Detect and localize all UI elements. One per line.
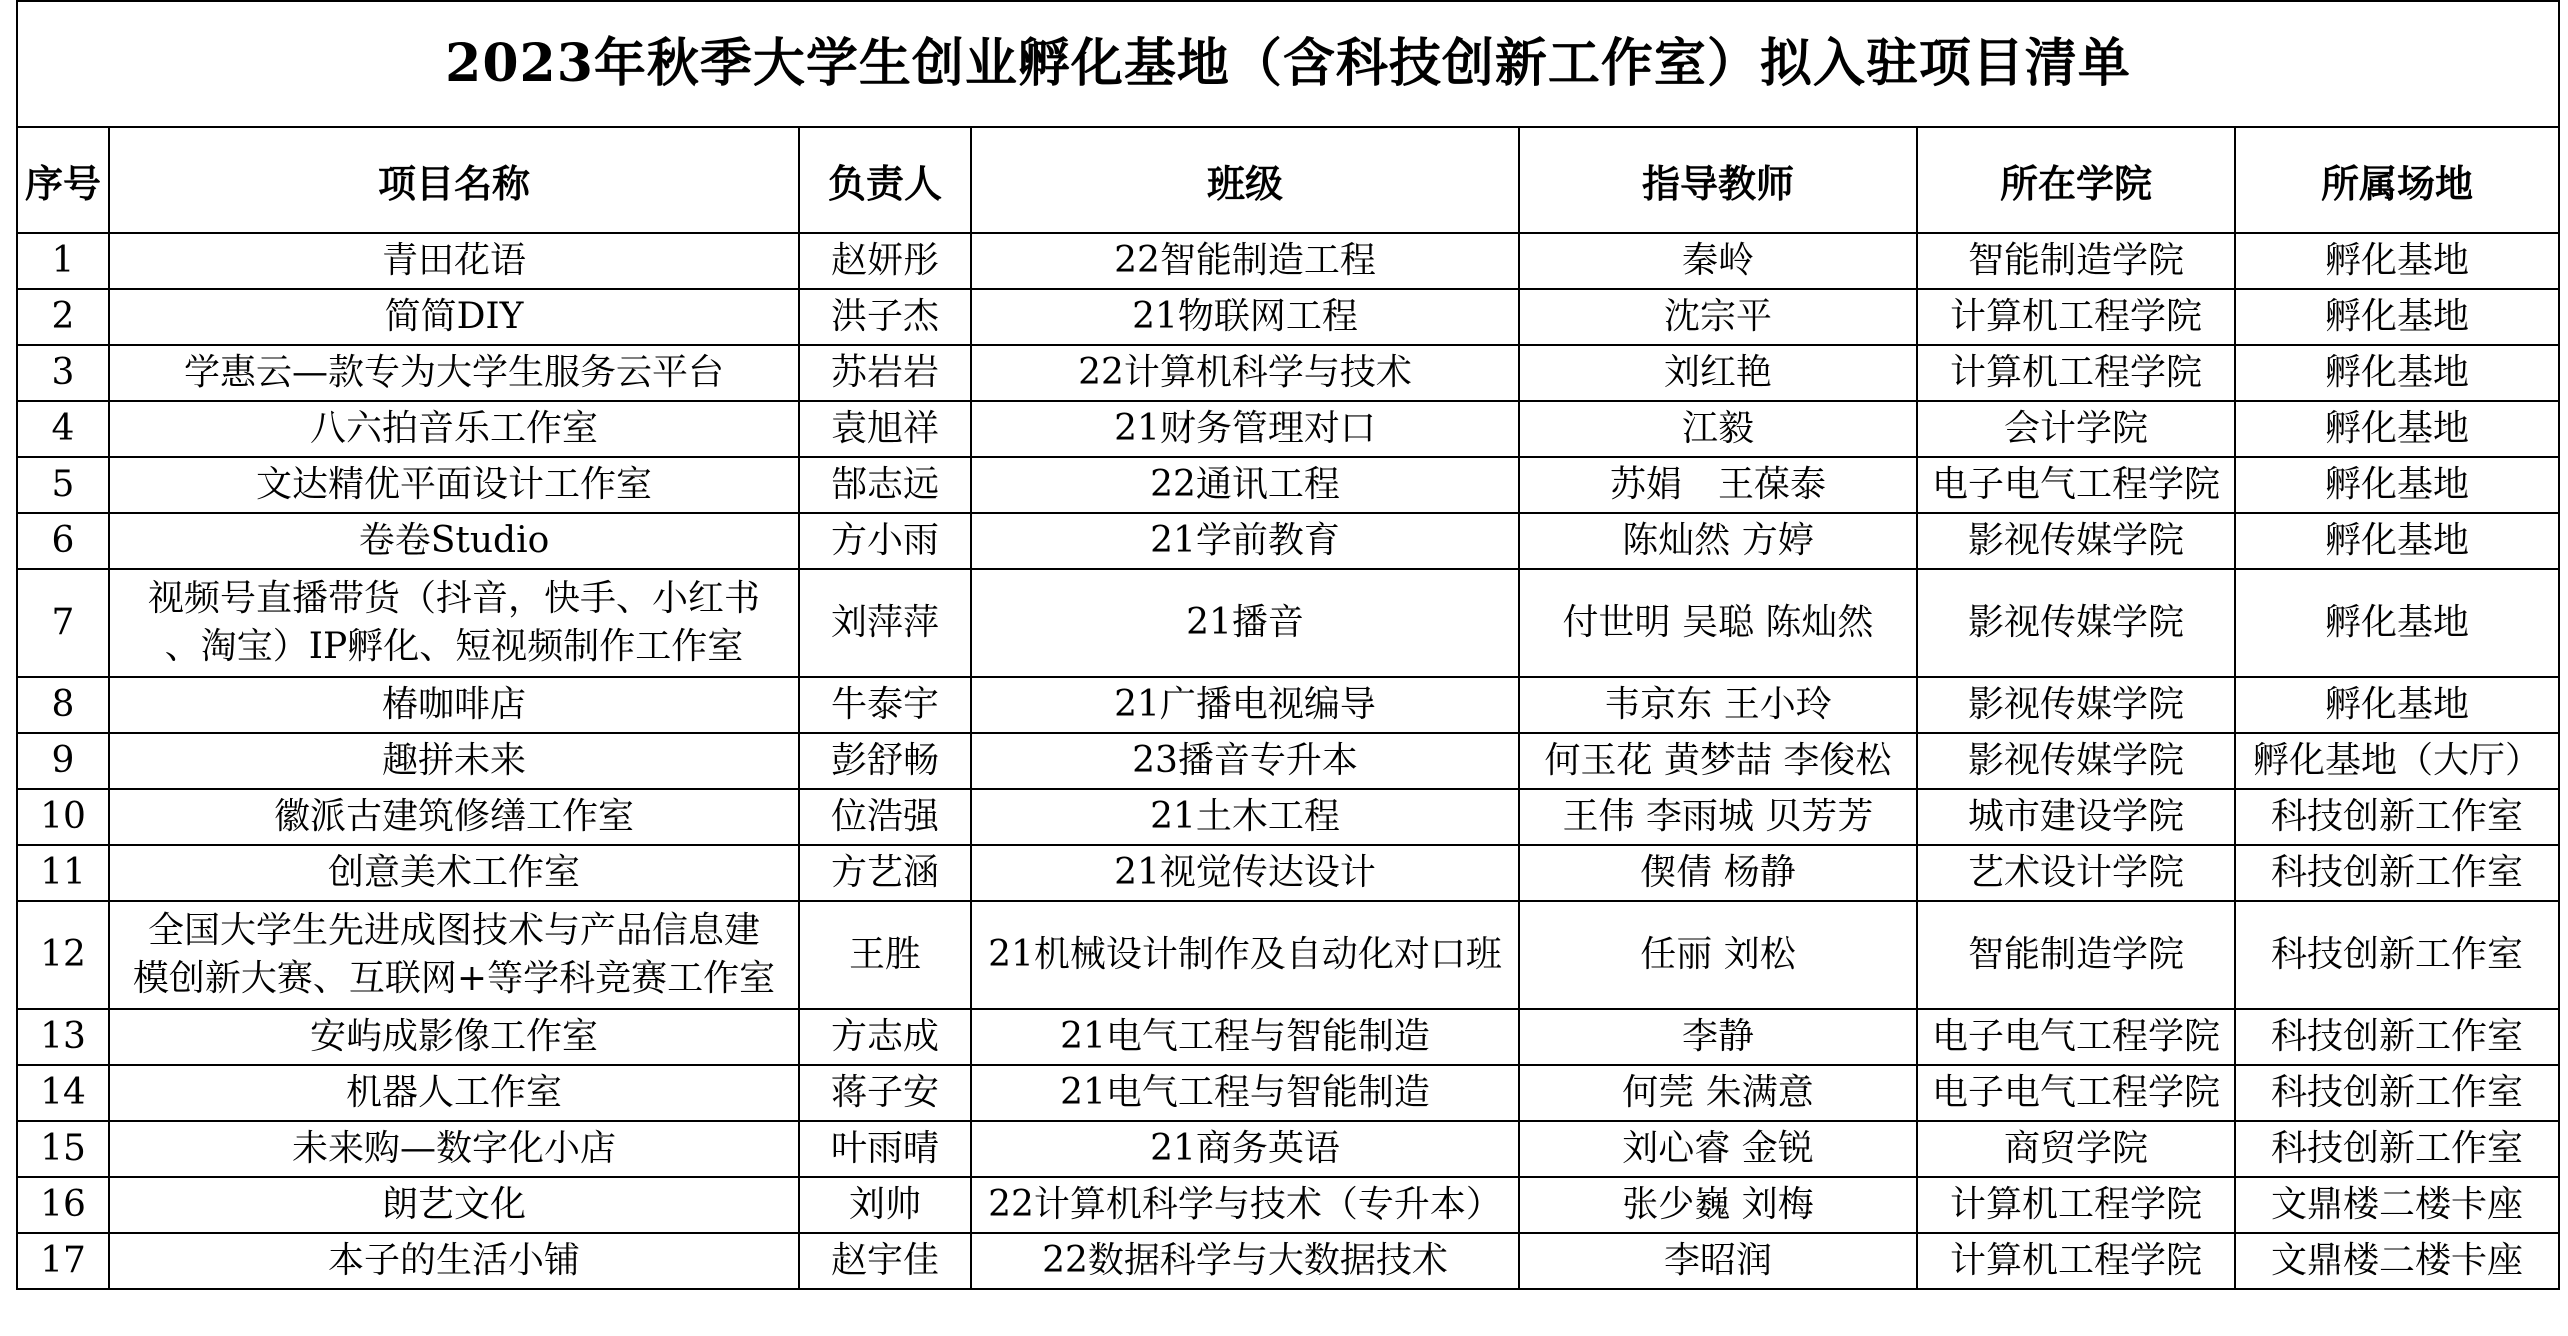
cell-site: 科技创新工作室 [2235,1121,2559,1177]
cell-college: 艺术设计学院 [1917,845,2235,901]
cell-site: 孵化基地 [2235,569,2559,677]
cell-leader: 赵宇佳 [799,1233,971,1289]
cell-class: 21广播电视编导 [971,677,1519,733]
table-row [17,289,2559,345]
cell-project-name: 青田花语 [109,233,799,289]
project-list-sheet [16,0,2558,1290]
cell-site: 文鼎楼二楼卡座 [2235,1233,2559,1289]
cell-site: 孵化基地 [2235,513,2559,569]
table-row [17,1177,2559,1233]
cell-no: 16 [17,1177,109,1233]
cell-advisor: 李昭润 [1519,1233,1917,1289]
cell-project-name [109,901,799,1009]
cell-advisor: 任丽 刘松 [1519,901,1917,1009]
cell-project-name: 文达精优平面设计工作室 [109,457,799,513]
table-row [17,401,2559,457]
cell-project-name: 椿咖啡店 [109,677,799,733]
cell-no: 3 [17,345,109,401]
table-row [17,1121,2559,1177]
cell-no: 17 [17,1233,109,1289]
cell-project-name [109,569,799,677]
cell-leader: 位浩强 [799,789,971,845]
cell-class: 22通讯工程 [971,457,1519,513]
cell-advisor: 付世明 吴聪 陈灿然 [1519,569,1917,677]
sheet-title: 2023年秋季大学生创业孵化基地（含科技创新工作室）拟入驻项目清单 [17,1,2559,127]
table-row [17,901,2559,1009]
header-college: 所在学院 [1917,127,2235,233]
cell-project-name: 简简DIY [109,289,799,345]
cell-leader: 赵妍彤 [799,233,971,289]
cell-leader: 郜志远 [799,457,971,513]
cell-site: 科技创新工作室 [2235,1065,2559,1121]
cell-college: 商贸学院 [1917,1121,2235,1177]
cell-advisor: 江毅 [1519,401,1917,457]
cell-leader: 彭舒畅 [799,733,971,789]
project-name-line-1: 视频号直播带货（抖音，快手、小红书 [147,578,760,619]
cell-class: 22数据科学与大数据技术 [971,1233,1519,1289]
cell-site: 孵化基地 [2235,345,2559,401]
cell-site: 孵化基地 [2235,401,2559,457]
table-row [17,845,2559,901]
table-row [17,569,2559,677]
table-row [17,1233,2559,1289]
cell-no: 11 [17,845,109,901]
cell-advisor: 张少巍 刘梅 [1519,1177,1917,1233]
cell-leader: 牛泰宇 [799,677,971,733]
cell-no: 14 [17,1065,109,1121]
cell-advisor: 沈宗平 [1519,289,1917,345]
cell-advisor: 何玉花 黄梦喆 李俊松 [1519,733,1917,789]
cell-site: 孵化基地 [2235,677,2559,733]
cell-no: 8 [17,677,109,733]
cell-college: 影视传媒学院 [1917,677,2235,733]
cell-no: 6 [17,513,109,569]
table-row [17,1065,2559,1121]
cell-site: 孵化基地 [2235,289,2559,345]
cell-project-name: 徽派古建筑修缮工作室 [109,789,799,845]
cell-site: 文鼎楼二楼卡座 [2235,1177,2559,1233]
project-name-line-2: 模创新大赛、互联网+等学科竞赛工作室 [132,958,776,999]
cell-class: 21电气工程与智能制造 [971,1009,1519,1065]
cell-college: 计算机工程学院 [1917,289,2235,345]
cell-project-name: 学惠云—款专为大学生服务云平台 [109,345,799,401]
cell-no: 10 [17,789,109,845]
cell-project-name: 本子的生活小铺 [109,1233,799,1289]
cell-class: 21土木工程 [971,789,1519,845]
cell-site: 孵化基地 [2235,457,2559,513]
cell-advisor: 何莞 朱满意 [1519,1065,1917,1121]
cell-advisor: 秦岭 [1519,233,1917,289]
cell-class: 22计算机科学与技术 [971,345,1519,401]
cell-college: 计算机工程学院 [1917,345,2235,401]
cell-project-name: 朗艺文化 [109,1177,799,1233]
header-leader: 负责人 [799,127,971,233]
cell-advisor: 偰倩 杨静 [1519,845,1917,901]
cell-leader: 苏岩岩 [799,345,971,401]
cell-no: 2 [17,289,109,345]
cell-advisor: 韦京东 王小玲 [1519,677,1917,733]
cell-college: 会计学院 [1917,401,2235,457]
cell-project-name: 创意美术工作室 [109,845,799,901]
cell-no: 15 [17,1121,109,1177]
cell-no: 5 [17,457,109,513]
cell-project-name: 趣拼未来 [109,733,799,789]
cell-site: 科技创新工作室 [2235,845,2559,901]
cell-advisor: 李静 [1519,1009,1917,1065]
header-class: 班级 [971,127,1519,233]
cell-leader: 洪子杰 [799,289,971,345]
cell-leader: 方艺涵 [799,845,971,901]
cell-project-name: 未来购—数字化小店 [109,1121,799,1177]
project-table [16,0,2560,1290]
cell-leader: 方小雨 [799,513,971,569]
cell-college: 城市建设学院 [1917,789,2235,845]
cell-class: 23播音专升本 [971,733,1519,789]
cell-college: 电子电气工程学院 [1917,1065,2235,1121]
cell-class: 21学前教育 [971,513,1519,569]
cell-class: 21商务英语 [971,1121,1519,1177]
header-no: 序号 [17,127,109,233]
cell-college: 计算机工程学院 [1917,1177,2235,1233]
cell-leader: 刘帅 [799,1177,971,1233]
cell-leader: 叶雨晴 [799,1121,971,1177]
table-row [17,789,2559,845]
cell-no: 7 [17,569,109,677]
cell-college: 电子电气工程学院 [1917,1009,2235,1065]
cell-leader: 王胜 [799,901,971,1009]
cell-site: 科技创新工作室 [2235,789,2559,845]
title-row [17,1,2559,127]
cell-college: 电子电气工程学院 [1917,457,2235,513]
cell-class: 21视觉传达设计 [971,845,1519,901]
cell-leader: 刘萍萍 [799,569,971,677]
cell-project-name: 卷卷Studio [109,513,799,569]
table-row [17,677,2559,733]
cell-leader: 方志成 [799,1009,971,1065]
cell-project-name: 八六拍音乐工作室 [109,401,799,457]
cell-class: 21物联网工程 [971,289,1519,345]
cell-advisor: 王伟 李雨城 贝芳芳 [1519,789,1917,845]
cell-project-name: 机器人工作室 [109,1065,799,1121]
cell-college: 计算机工程学院 [1917,1233,2235,1289]
project-name-line-2: 、淘宝）IP孵化、短视频制作工作室 [164,626,744,667]
header-row [17,127,2559,233]
cell-college: 影视传媒学院 [1917,733,2235,789]
header-site: 所属场地 [2235,127,2559,233]
cell-class: 22计算机科学与技术（专升本） [971,1177,1519,1233]
cell-college: 影视传媒学院 [1917,513,2235,569]
cell-leader: 蒋子安 [799,1065,971,1121]
cell-advisor: 陈灿然 方婷 [1519,513,1917,569]
cell-leader: 袁旭祥 [799,401,971,457]
cell-advisor: 苏娟 王葆泰 [1519,457,1917,513]
cell-class: 21机械设计制作及自动化对口班 [971,901,1519,1009]
table-row [17,513,2559,569]
cell-no: 9 [17,733,109,789]
cell-advisor: 刘心睿 金锐 [1519,1121,1917,1177]
table-row [17,233,2559,289]
cell-college: 智能制造学院 [1917,233,2235,289]
table-row [17,345,2559,401]
header-advisor: 指导教师 [1519,127,1917,233]
cell-college: 影视传媒学院 [1917,569,2235,677]
cell-site: 科技创新工作室 [2235,901,2559,1009]
cell-class: 22智能制造工程 [971,233,1519,289]
cell-class: 21播音 [971,569,1519,677]
cell-site: 科技创新工作室 [2235,1009,2559,1065]
cell-class: 21财务管理对口 [971,401,1519,457]
cell-no: 4 [17,401,109,457]
cell-project-name: 安屿成影像工作室 [109,1009,799,1065]
cell-no: 1 [17,233,109,289]
cell-college: 智能制造学院 [1917,901,2235,1009]
header-project-name: 项目名称 [109,127,799,233]
cell-site: 孵化基地 [2235,233,2559,289]
cell-site: 孵化基地（大厅） [2235,733,2559,789]
cell-class: 21电气工程与智能制造 [971,1065,1519,1121]
table-row [17,733,2559,789]
cell-no: 12 [17,901,109,1009]
project-name-line-1: 全国大学生先进成图技术与产品信息建 [147,910,760,951]
cell-no: 13 [17,1009,109,1065]
table-row [17,457,2559,513]
table-row [17,1009,2559,1065]
cell-advisor: 刘红艳 [1519,345,1917,401]
